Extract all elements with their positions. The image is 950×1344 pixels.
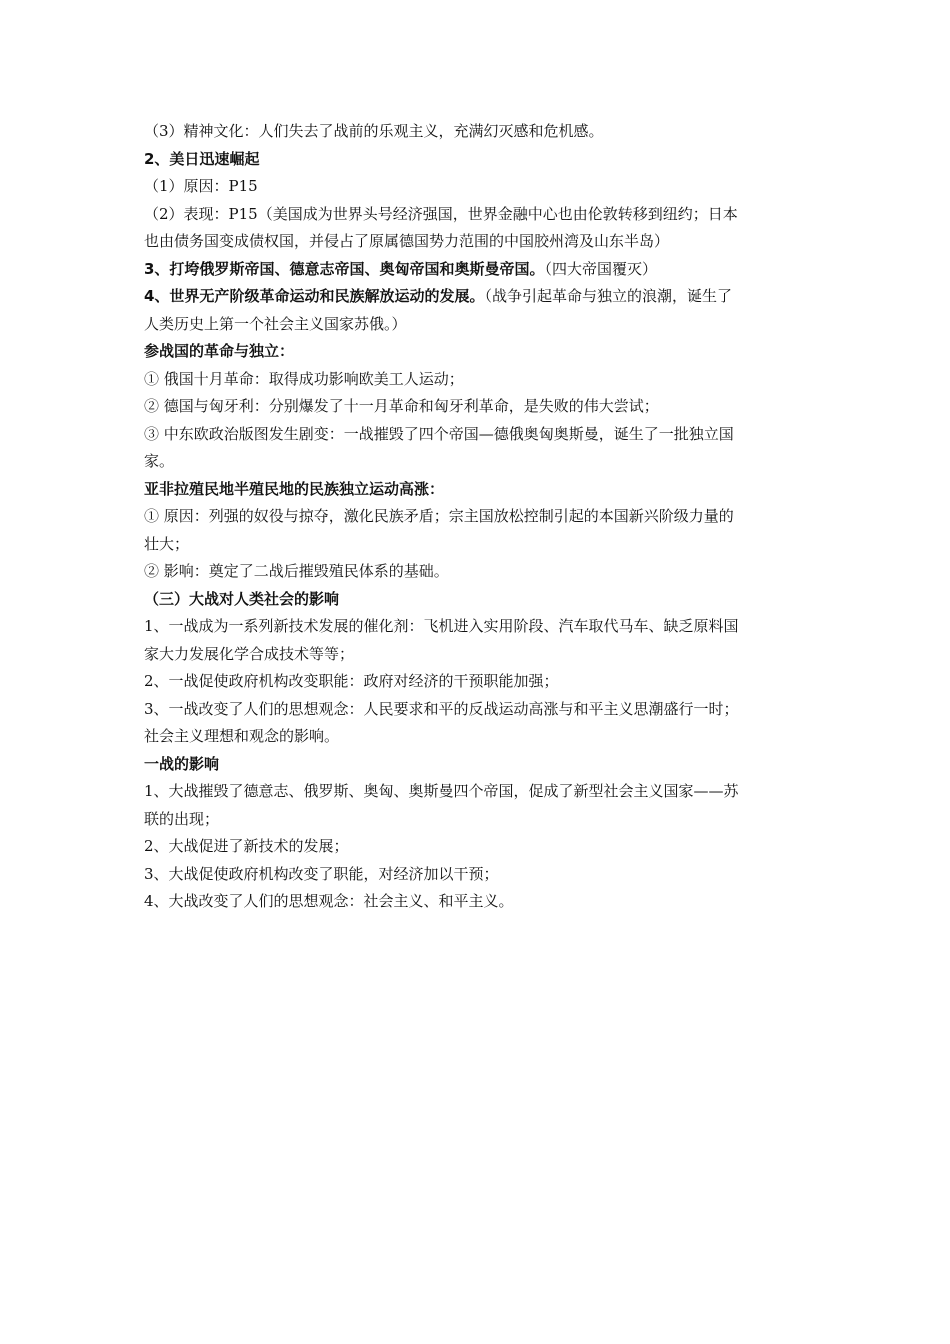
text-line: 家大力发展化学合成技术等等； bbox=[144, 644, 355, 663]
section-heading: 亚非拉殖民地半殖民地的民族独立运动高涨： bbox=[144, 479, 445, 498]
section-heading-with-note: 4、世界无产阶级革命运动和民族解放运动的发展。（战争引起革命与独立的浪潮，诞生了 bbox=[144, 287, 732, 305]
list-item: ② 德国与匈牙利：分别爆发了十一月革命和匈牙利革命，是失败的伟大尝试； bbox=[144, 397, 659, 415]
list-item: ② 影响：奠定了二战后摧毁殖民体系的基础。 bbox=[144, 562, 449, 580]
list-item: 3、大战促使政府机构改变了职能，对经济加以干预； bbox=[144, 864, 499, 883]
section-heading: 2、美日迅速崛起 bbox=[144, 149, 260, 168]
section-heading: （三）大战对人类社会的影响 bbox=[144, 589, 340, 608]
section-heading-with-note: 3、打垮俄罗斯帝国、德意志帝国、奥匈帝国和奥斯曼帝国。（四大帝国覆灭） bbox=[144, 259, 657, 278]
section-heading: 一战的影响 bbox=[144, 754, 220, 773]
document-page bbox=[144, 118, 812, 916]
text-line: 壮大； bbox=[144, 534, 190, 553]
list-item: ③ 中东欧政治版图发生剧变：一战摧毁了四个帝国—德俄奥匈奥斯曼，诞生了一批独立国 bbox=[144, 424, 734, 443]
list-item: 2、一战促使政府机构改变职能：政府对经济的干预职能加强； bbox=[144, 672, 559, 690]
text-line: 联的出现； bbox=[144, 809, 220, 828]
list-item: 3、一战改变了人们的思想观念：人民要求和平的反战运动高涨与和平主义思潮盛行一时； bbox=[144, 699, 739, 718]
text-line: （3）精神文化：人们失去了战前的乐观主义，充满幻灭感和危机感。 bbox=[144, 122, 604, 140]
section-heading: 参战国的革命与独立： bbox=[144, 342, 295, 360]
list-item: 1、一战成为一系列新技术发展的催化剂：飞机进入实用阶段、汽车取代马车、缺乏原料国 bbox=[144, 617, 739, 635]
list-item: 2、大战促进了新技术的发展； bbox=[144, 837, 349, 855]
text-line: （1）原因：P15 bbox=[144, 177, 258, 195]
text-line: 也由债务国变成债权国，并侵占了原属德国势力范围的中国胶州湾及山东半岛） bbox=[144, 232, 670, 250]
list-item: ① 俄国十月革命：取得成功影响欧美工人运动； bbox=[144, 369, 464, 388]
text-line: 人类历史上第一个社会主义国家苏俄。） bbox=[144, 314, 407, 333]
text-line: （2）表现：P15（美国成为世界头号经济强国，世界金融中心也由伦敦转移到纽约；日本 bbox=[144, 204, 738, 223]
list-item: 4、大战改变了人们的思想观念：社会主义、和平主义。 bbox=[144, 892, 514, 910]
text-line: 社会主义理想和观念的影响。 bbox=[144, 727, 340, 745]
text-line: 家。 bbox=[144, 452, 175, 470]
list-item: 1、大战摧毁了德意志、俄罗斯、奥匈、奥斯曼四个帝国，促成了新型社会主义国家——苏 bbox=[144, 782, 739, 800]
list-item: ① 原因：列强的奴役与掠夺，激化民族矛盾；宗主国放松控制引起的本国新兴阶级力量的 bbox=[144, 507, 734, 525]
